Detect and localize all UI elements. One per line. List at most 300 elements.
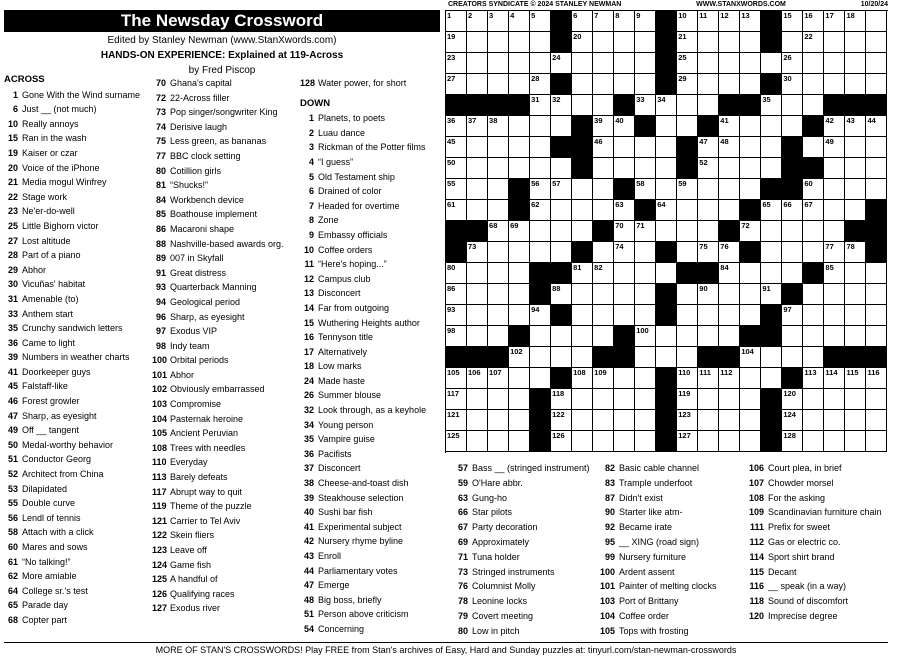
grid-cell[interactable] xyxy=(677,74,698,95)
grid-cell[interactable] xyxy=(593,179,614,200)
grid-cell[interactable] xyxy=(593,389,614,410)
grid-cell[interactable] xyxy=(719,305,740,326)
grid-cell[interactable] xyxy=(677,32,698,53)
grid-cell[interactable] xyxy=(677,179,698,200)
grid-cell[interactable] xyxy=(845,263,866,284)
grid-cell[interactable] xyxy=(719,137,740,158)
grid-cell[interactable] xyxy=(467,431,488,452)
grid-cell[interactable] xyxy=(866,305,887,326)
grid-cell[interactable] xyxy=(635,221,656,242)
grid-cell[interactable] xyxy=(467,116,488,137)
grid-cell[interactable] xyxy=(824,116,845,137)
grid-cell[interactable] xyxy=(488,179,509,200)
grid-cell[interactable] xyxy=(551,284,572,305)
grid-cell[interactable] xyxy=(803,284,824,305)
grid-cell[interactable] xyxy=(740,221,761,242)
grid-cell[interactable] xyxy=(572,347,593,368)
grid-cell[interactable] xyxy=(677,242,698,263)
grid-cell[interactable] xyxy=(782,11,803,32)
grid-cell[interactable] xyxy=(845,368,866,389)
grid-cell[interactable] xyxy=(761,221,782,242)
grid-cell[interactable] xyxy=(845,116,866,137)
grid-cell[interactable] xyxy=(635,95,656,116)
grid-cell[interactable] xyxy=(614,431,635,452)
grid-cell[interactable] xyxy=(635,368,656,389)
grid-cell[interactable] xyxy=(635,389,656,410)
grid-cell[interactable] xyxy=(446,263,467,284)
grid-cell[interactable] xyxy=(509,389,530,410)
grid-cell[interactable] xyxy=(572,11,593,32)
grid-cell[interactable] xyxy=(488,200,509,221)
grid-cell[interactable] xyxy=(782,326,803,347)
grid-cell[interactable] xyxy=(467,389,488,410)
grid-cell[interactable] xyxy=(446,32,467,53)
grid-cell[interactable] xyxy=(761,347,782,368)
grid-cell[interactable] xyxy=(446,389,467,410)
grid-cell[interactable] xyxy=(740,158,761,179)
grid-cell[interactable] xyxy=(572,263,593,284)
grid-cell[interactable] xyxy=(467,179,488,200)
grid-cell[interactable] xyxy=(845,11,866,32)
grid-cell[interactable] xyxy=(866,410,887,431)
grid-cell[interactable] xyxy=(509,305,530,326)
grid-cell[interactable] xyxy=(593,53,614,74)
grid-cell[interactable] xyxy=(614,263,635,284)
grid-cell[interactable] xyxy=(572,200,593,221)
grid-cell[interactable] xyxy=(782,74,803,95)
grid-cell[interactable] xyxy=(761,116,782,137)
grid-cell[interactable] xyxy=(488,158,509,179)
grid-cell[interactable] xyxy=(866,431,887,452)
grid-cell[interactable] xyxy=(719,74,740,95)
grid-cell[interactable] xyxy=(446,53,467,74)
grid-cell[interactable] xyxy=(866,389,887,410)
grid-cell[interactable] xyxy=(488,410,509,431)
grid-cell[interactable] xyxy=(845,326,866,347)
grid-cell[interactable] xyxy=(866,116,887,137)
grid-cell[interactable] xyxy=(698,326,719,347)
grid-cell[interactable] xyxy=(467,263,488,284)
grid-cell[interactable] xyxy=(593,431,614,452)
grid-cell[interactable] xyxy=(467,11,488,32)
grid-cell[interactable] xyxy=(803,11,824,32)
grid-cell[interactable] xyxy=(698,137,719,158)
grid-cell[interactable] xyxy=(530,221,551,242)
grid-cell[interactable] xyxy=(446,74,467,95)
grid-cell[interactable] xyxy=(551,179,572,200)
grid-cell[interactable] xyxy=(593,116,614,137)
grid-cell[interactable] xyxy=(782,200,803,221)
grid-cell[interactable] xyxy=(572,95,593,116)
grid-cell[interactable] xyxy=(782,389,803,410)
grid-cell[interactable] xyxy=(845,410,866,431)
grid-cell[interactable] xyxy=(698,53,719,74)
grid-cell[interactable] xyxy=(467,32,488,53)
grid-cell[interactable] xyxy=(467,137,488,158)
grid-cell[interactable] xyxy=(719,116,740,137)
grid-cell[interactable] xyxy=(677,389,698,410)
grid-cell[interactable] xyxy=(551,410,572,431)
grid-cell[interactable] xyxy=(803,347,824,368)
grid-cell[interactable] xyxy=(467,284,488,305)
grid-cell[interactable] xyxy=(740,284,761,305)
grid-cell[interactable] xyxy=(824,179,845,200)
grid-cell[interactable] xyxy=(446,410,467,431)
grid-cell[interactable] xyxy=(761,368,782,389)
grid-cell[interactable] xyxy=(698,389,719,410)
grid-cell[interactable] xyxy=(530,200,551,221)
grid-cell[interactable] xyxy=(677,116,698,137)
grid-cell[interactable] xyxy=(719,389,740,410)
grid-cell[interactable] xyxy=(803,32,824,53)
grid-cell[interactable] xyxy=(509,11,530,32)
grid-cell[interactable] xyxy=(614,200,635,221)
grid-cell[interactable] xyxy=(551,95,572,116)
grid-cell[interactable] xyxy=(467,305,488,326)
grid-cell[interactable] xyxy=(677,305,698,326)
grid-cell[interactable] xyxy=(782,221,803,242)
grid-cell[interactable] xyxy=(446,11,467,32)
grid-cell[interactable] xyxy=(488,32,509,53)
grid-cell[interactable] xyxy=(719,368,740,389)
grid-cell[interactable] xyxy=(677,284,698,305)
grid-cell[interactable] xyxy=(656,263,677,284)
grid-cell[interactable] xyxy=(593,242,614,263)
grid-cell[interactable] xyxy=(614,284,635,305)
grid-cell[interactable] xyxy=(635,158,656,179)
grid-cell[interactable] xyxy=(593,32,614,53)
grid-cell[interactable] xyxy=(467,242,488,263)
grid-cell[interactable] xyxy=(509,242,530,263)
grid-cell[interactable] xyxy=(509,74,530,95)
grid-cell[interactable] xyxy=(488,137,509,158)
grid-cell[interactable] xyxy=(488,305,509,326)
grid-cell[interactable] xyxy=(824,200,845,221)
grid-cell[interactable] xyxy=(824,74,845,95)
grid-cell[interactable] xyxy=(866,137,887,158)
grid-cell[interactable] xyxy=(488,284,509,305)
grid-cell[interactable] xyxy=(845,158,866,179)
grid-cell[interactable] xyxy=(572,389,593,410)
grid-cell[interactable] xyxy=(761,53,782,74)
grid-cell[interactable] xyxy=(446,305,467,326)
grid-cell[interactable] xyxy=(488,116,509,137)
grid-cell[interactable] xyxy=(572,368,593,389)
grid-cell[interactable] xyxy=(803,389,824,410)
grid-cell[interactable] xyxy=(866,32,887,53)
grid-cell[interactable] xyxy=(761,242,782,263)
grid-cell[interactable] xyxy=(635,179,656,200)
grid-cell[interactable] xyxy=(509,53,530,74)
grid-cell[interactable] xyxy=(467,326,488,347)
grid-cell[interactable] xyxy=(467,200,488,221)
grid-cell[interactable] xyxy=(740,305,761,326)
grid-cell[interactable] xyxy=(572,53,593,74)
grid-cell[interactable] xyxy=(740,137,761,158)
grid-cell[interactable] xyxy=(530,53,551,74)
grid-cell[interactable] xyxy=(782,116,803,137)
grid-cell[interactable] xyxy=(635,326,656,347)
grid-cell[interactable] xyxy=(824,137,845,158)
grid-cell[interactable] xyxy=(740,74,761,95)
grid-cell[interactable] xyxy=(866,158,887,179)
grid-cell[interactable] xyxy=(740,32,761,53)
grid-cell[interactable] xyxy=(698,410,719,431)
grid-cell[interactable] xyxy=(866,179,887,200)
grid-cell[interactable] xyxy=(656,116,677,137)
grid-cell[interactable] xyxy=(824,11,845,32)
grid-cell[interactable] xyxy=(593,368,614,389)
grid-cell[interactable] xyxy=(740,116,761,137)
grid-cell[interactable] xyxy=(635,284,656,305)
grid-cell[interactable] xyxy=(656,137,677,158)
grid-cell[interactable] xyxy=(845,53,866,74)
grid-cell[interactable] xyxy=(551,389,572,410)
grid-cell[interactable] xyxy=(782,242,803,263)
grid-cell[interactable] xyxy=(740,368,761,389)
grid-cell[interactable] xyxy=(614,389,635,410)
grid-cell[interactable] xyxy=(488,263,509,284)
grid-cell[interactable] xyxy=(488,242,509,263)
grid-cell[interactable] xyxy=(446,116,467,137)
grid-cell[interactable] xyxy=(614,32,635,53)
grid-cell[interactable] xyxy=(803,137,824,158)
grid-cell[interactable] xyxy=(551,53,572,74)
grid-cell[interactable] xyxy=(530,32,551,53)
grid-cell[interactable] xyxy=(446,326,467,347)
grid-cell[interactable] xyxy=(551,221,572,242)
grid-cell[interactable] xyxy=(803,95,824,116)
grid-cell[interactable] xyxy=(803,221,824,242)
grid-cell[interactable] xyxy=(593,284,614,305)
grid-cell[interactable] xyxy=(530,326,551,347)
grid-cell[interactable] xyxy=(551,158,572,179)
grid-cell[interactable] xyxy=(509,410,530,431)
grid-cell[interactable] xyxy=(845,179,866,200)
grid-cell[interactable] xyxy=(572,221,593,242)
grid-cell[interactable] xyxy=(824,431,845,452)
grid-cell[interactable] xyxy=(698,305,719,326)
grid-cell[interactable] xyxy=(488,11,509,32)
grid-cell[interactable] xyxy=(509,431,530,452)
grid-cell[interactable] xyxy=(614,74,635,95)
grid-cell[interactable] xyxy=(509,32,530,53)
grid-cell[interactable] xyxy=(530,95,551,116)
grid-cell[interactable] xyxy=(719,32,740,53)
grid-cell[interactable] xyxy=(635,32,656,53)
grid-cell[interactable] xyxy=(572,305,593,326)
grid-cell[interactable] xyxy=(572,326,593,347)
grid-cell[interactable] xyxy=(782,431,803,452)
grid-cell[interactable] xyxy=(740,389,761,410)
grid-cell[interactable] xyxy=(530,158,551,179)
grid-cell[interactable] xyxy=(614,137,635,158)
grid-cell[interactable] xyxy=(761,284,782,305)
grid-cell[interactable] xyxy=(761,200,782,221)
grid-cell[interactable] xyxy=(488,326,509,347)
grid-cell[interactable] xyxy=(509,158,530,179)
grid-cell[interactable] xyxy=(803,410,824,431)
grid-cell[interactable] xyxy=(530,179,551,200)
grid-cell[interactable] xyxy=(488,74,509,95)
grid-cell[interactable] xyxy=(593,410,614,431)
grid-cell[interactable] xyxy=(677,200,698,221)
grid-cell[interactable] xyxy=(803,431,824,452)
grid-cell[interactable] xyxy=(677,431,698,452)
grid-cell[interactable] xyxy=(845,389,866,410)
grid-cell[interactable] xyxy=(530,242,551,263)
grid-cell[interactable] xyxy=(698,74,719,95)
grid-cell[interactable] xyxy=(509,263,530,284)
grid-cell[interactable] xyxy=(803,368,824,389)
grid-cell[interactable] xyxy=(593,158,614,179)
grid-cell[interactable] xyxy=(635,305,656,326)
grid-cell[interactable] xyxy=(614,158,635,179)
grid-cell[interactable] xyxy=(593,74,614,95)
grid-cell[interactable] xyxy=(824,221,845,242)
grid-cell[interactable] xyxy=(719,263,740,284)
grid-cell[interactable] xyxy=(761,158,782,179)
grid-cell[interactable] xyxy=(845,431,866,452)
grid-cell[interactable] xyxy=(845,32,866,53)
grid-cell[interactable] xyxy=(803,200,824,221)
grid-cell[interactable] xyxy=(845,305,866,326)
grid-cell[interactable] xyxy=(635,263,656,284)
grid-cell[interactable] xyxy=(824,389,845,410)
grid-cell[interactable] xyxy=(593,11,614,32)
grid-cell[interactable] xyxy=(530,137,551,158)
grid-cell[interactable] xyxy=(719,11,740,32)
grid-cell[interactable] xyxy=(656,326,677,347)
grid-cell[interactable] xyxy=(698,284,719,305)
grid-cell[interactable] xyxy=(635,74,656,95)
grid-cell[interactable] xyxy=(551,326,572,347)
grid-cell[interactable] xyxy=(509,221,530,242)
grid-cell[interactable] xyxy=(509,347,530,368)
grid-cell[interactable] xyxy=(446,200,467,221)
grid-cell[interactable] xyxy=(719,200,740,221)
grid-cell[interactable] xyxy=(803,305,824,326)
grid-cell[interactable] xyxy=(488,389,509,410)
grid-cell[interactable] xyxy=(803,74,824,95)
grid-cell[interactable] xyxy=(782,95,803,116)
grid-cell[interactable] xyxy=(572,179,593,200)
grid-cell[interactable] xyxy=(656,347,677,368)
grid-cell[interactable] xyxy=(509,368,530,389)
grid-cell[interactable] xyxy=(677,221,698,242)
grid-cell[interactable] xyxy=(488,431,509,452)
grid-cell[interactable] xyxy=(866,368,887,389)
grid-cell[interactable] xyxy=(698,221,719,242)
grid-cell[interactable] xyxy=(488,53,509,74)
grid-cell[interactable] xyxy=(593,137,614,158)
grid-cell[interactable] xyxy=(677,410,698,431)
grid-cell[interactable] xyxy=(488,368,509,389)
grid-cell[interactable] xyxy=(698,431,719,452)
grid-cell[interactable] xyxy=(656,179,677,200)
grid-cell[interactable] xyxy=(446,368,467,389)
grid-cell[interactable] xyxy=(740,431,761,452)
grid-cell[interactable] xyxy=(677,11,698,32)
grid-cell[interactable] xyxy=(845,200,866,221)
grid-cell[interactable] xyxy=(719,410,740,431)
grid-cell[interactable] xyxy=(593,263,614,284)
grid-cell[interactable] xyxy=(593,200,614,221)
grid-cell[interactable] xyxy=(761,263,782,284)
grid-cell[interactable] xyxy=(551,347,572,368)
grid-cell[interactable] xyxy=(635,242,656,263)
grid-cell[interactable] xyxy=(782,32,803,53)
grid-cell[interactable] xyxy=(740,347,761,368)
grid-cell[interactable] xyxy=(530,74,551,95)
grid-cell[interactable] xyxy=(614,410,635,431)
grid-cell[interactable] xyxy=(782,305,803,326)
grid-cell[interactable] xyxy=(614,368,635,389)
grid-cell[interactable] xyxy=(740,179,761,200)
grid-cell[interactable] xyxy=(824,326,845,347)
grid-cell[interactable] xyxy=(824,53,845,74)
grid-cell[interactable] xyxy=(824,410,845,431)
grid-cell[interactable] xyxy=(467,158,488,179)
grid-cell[interactable] xyxy=(530,347,551,368)
grid-cell[interactable] xyxy=(719,284,740,305)
grid-cell[interactable] xyxy=(593,95,614,116)
grid-cell[interactable] xyxy=(614,11,635,32)
grid-cell[interactable] xyxy=(614,305,635,326)
grid-cell[interactable] xyxy=(740,53,761,74)
grid-cell[interactable] xyxy=(698,179,719,200)
grid-cell[interactable] xyxy=(530,11,551,32)
grid-cell[interactable] xyxy=(656,95,677,116)
grid-cell[interactable] xyxy=(740,410,761,431)
grid-cell[interactable] xyxy=(698,200,719,221)
grid-cell[interactable] xyxy=(740,11,761,32)
grid-cell[interactable] xyxy=(866,284,887,305)
grid-cell[interactable] xyxy=(614,242,635,263)
grid-cell[interactable] xyxy=(677,347,698,368)
grid-cell[interactable] xyxy=(551,116,572,137)
grid-cell[interactable] xyxy=(530,305,551,326)
grid-cell[interactable] xyxy=(719,53,740,74)
grid-cell[interactable] xyxy=(824,305,845,326)
grid-cell[interactable] xyxy=(719,179,740,200)
grid-cell[interactable] xyxy=(740,263,761,284)
grid-cell[interactable] xyxy=(824,242,845,263)
grid-cell[interactable] xyxy=(761,137,782,158)
grid-cell[interactable] xyxy=(572,410,593,431)
grid-cell[interactable] xyxy=(593,305,614,326)
grid-cell[interactable] xyxy=(698,368,719,389)
grid-cell[interactable] xyxy=(446,284,467,305)
grid-cell[interactable] xyxy=(635,431,656,452)
grid-cell[interactable] xyxy=(467,410,488,431)
grid-cell[interactable] xyxy=(677,326,698,347)
grid-cell[interactable] xyxy=(719,242,740,263)
grid-cell[interactable] xyxy=(824,284,845,305)
grid-cell[interactable] xyxy=(866,263,887,284)
grid-cell[interactable] xyxy=(635,53,656,74)
grid-cell[interactable] xyxy=(803,326,824,347)
grid-cell[interactable] xyxy=(446,158,467,179)
grid-cell[interactable] xyxy=(446,431,467,452)
grid-cell[interactable] xyxy=(761,95,782,116)
grid-cell[interactable] xyxy=(572,284,593,305)
grid-cell[interactable] xyxy=(530,116,551,137)
grid-cell[interactable] xyxy=(824,32,845,53)
grid-cell[interactable] xyxy=(782,263,803,284)
grid-cell[interactable] xyxy=(845,284,866,305)
grid-cell[interactable] xyxy=(866,53,887,74)
